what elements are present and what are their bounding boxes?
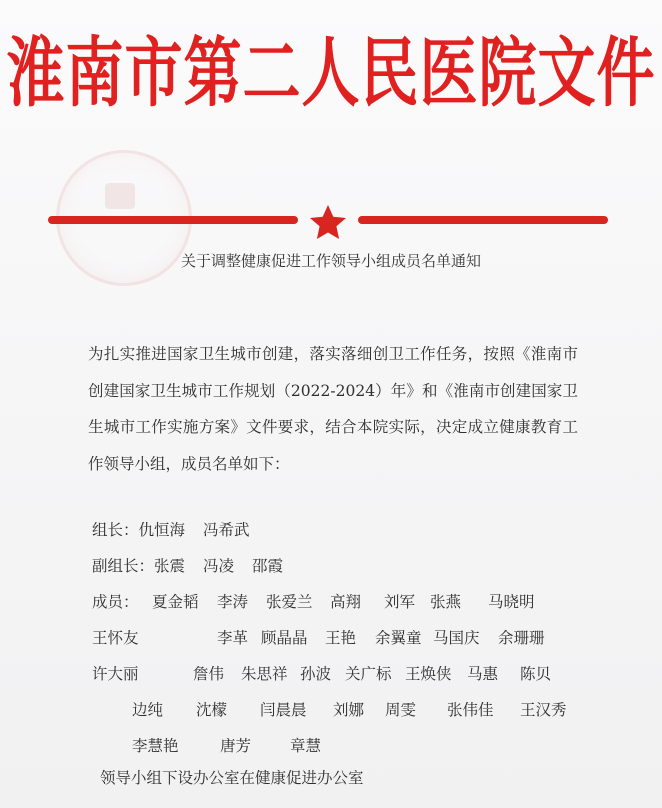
member-name: 沈檬 xyxy=(196,701,228,719)
leader-name: 仇恒海 xyxy=(138,521,186,539)
deputy-name: 邵霞 xyxy=(252,557,284,575)
divider-left-line xyxy=(48,216,298,224)
member-name: 马惠 xyxy=(467,665,499,683)
member-name: 章慧 xyxy=(290,737,322,755)
members-row xyxy=(92,656,592,692)
deputy-name: 张震 xyxy=(154,557,186,575)
member-name: 高翔 xyxy=(330,593,362,611)
member-name: 马晓明 xyxy=(488,593,535,611)
leaders-label: 组长： xyxy=(92,521,139,539)
member-name: 许大丽 xyxy=(92,665,139,683)
member-name: 余珊珊 xyxy=(498,629,545,647)
member-name: 张燕 xyxy=(430,593,462,611)
notice-subject: 关于调整健康促进工作领导小组成员名单通知 xyxy=(180,252,481,270)
member-name: 张爱兰 xyxy=(266,593,313,611)
member-name: 闫晨晨 xyxy=(260,701,307,719)
deputy-name: 冯凌 xyxy=(203,557,235,575)
member-name: 刘军 xyxy=(384,593,416,611)
notice-body: 为扎实推进国家卫生城市创建，落实落细创卫工作任务，按照《淮南市创建国家卫生城市工作规划（2022-2024）年》和《淮南市创建国家卫生城市工作实施方案》文件要求，结合本院实际，决定成立健康教育工作领导小组，成员名单如下： xyxy=(88,345,578,473)
member-name: 关广标 xyxy=(345,665,392,683)
member-name: 唐芳 xyxy=(220,737,252,755)
deputies-label: 副组长： xyxy=(92,557,155,575)
members-row xyxy=(92,692,592,728)
member-name: 孙波 xyxy=(300,665,332,683)
member-name: 马国庆 xyxy=(433,629,480,647)
member-name: 李涛 xyxy=(217,593,249,611)
member-name: 夏金韬 xyxy=(152,593,199,611)
member-name: 王怀友 xyxy=(92,629,139,647)
member-name: 陈贝 xyxy=(520,665,552,683)
members-row xyxy=(92,584,592,620)
office-note: 领导小组下设办公室在健康促进办公室 xyxy=(100,769,364,787)
members-label: 成员： xyxy=(92,593,139,611)
member-name: 李革 xyxy=(217,629,249,647)
member-name: 刘娜 xyxy=(333,701,365,719)
member-name: 李慧艳 xyxy=(132,737,179,755)
divider-right-line xyxy=(358,216,608,224)
member-name: 周雯 xyxy=(385,701,417,719)
member-name: 张伟佳 xyxy=(447,701,494,719)
members-row xyxy=(92,728,592,764)
member-name: 余翼童 xyxy=(375,629,422,647)
red-divider-with-star xyxy=(48,200,608,240)
member-name: 王汉秀 xyxy=(520,701,567,719)
member-name: 边纯 xyxy=(132,701,164,719)
member-list xyxy=(92,512,592,764)
member-name: 詹伟 xyxy=(193,665,225,683)
member-name: 朱思祥 xyxy=(241,665,288,683)
members-row xyxy=(92,620,592,656)
leaders-row xyxy=(92,512,592,548)
member-name: 王艳 xyxy=(325,629,357,647)
member-name: 顾晶晶 xyxy=(261,629,308,647)
deputies-row xyxy=(92,548,592,584)
leader-name: 冯希武 xyxy=(203,521,250,539)
member-name: 王焕侠 xyxy=(405,665,452,683)
star-icon xyxy=(310,205,346,239)
document-header-title: 淮南市第二人民医院文件 xyxy=(6,28,656,118)
